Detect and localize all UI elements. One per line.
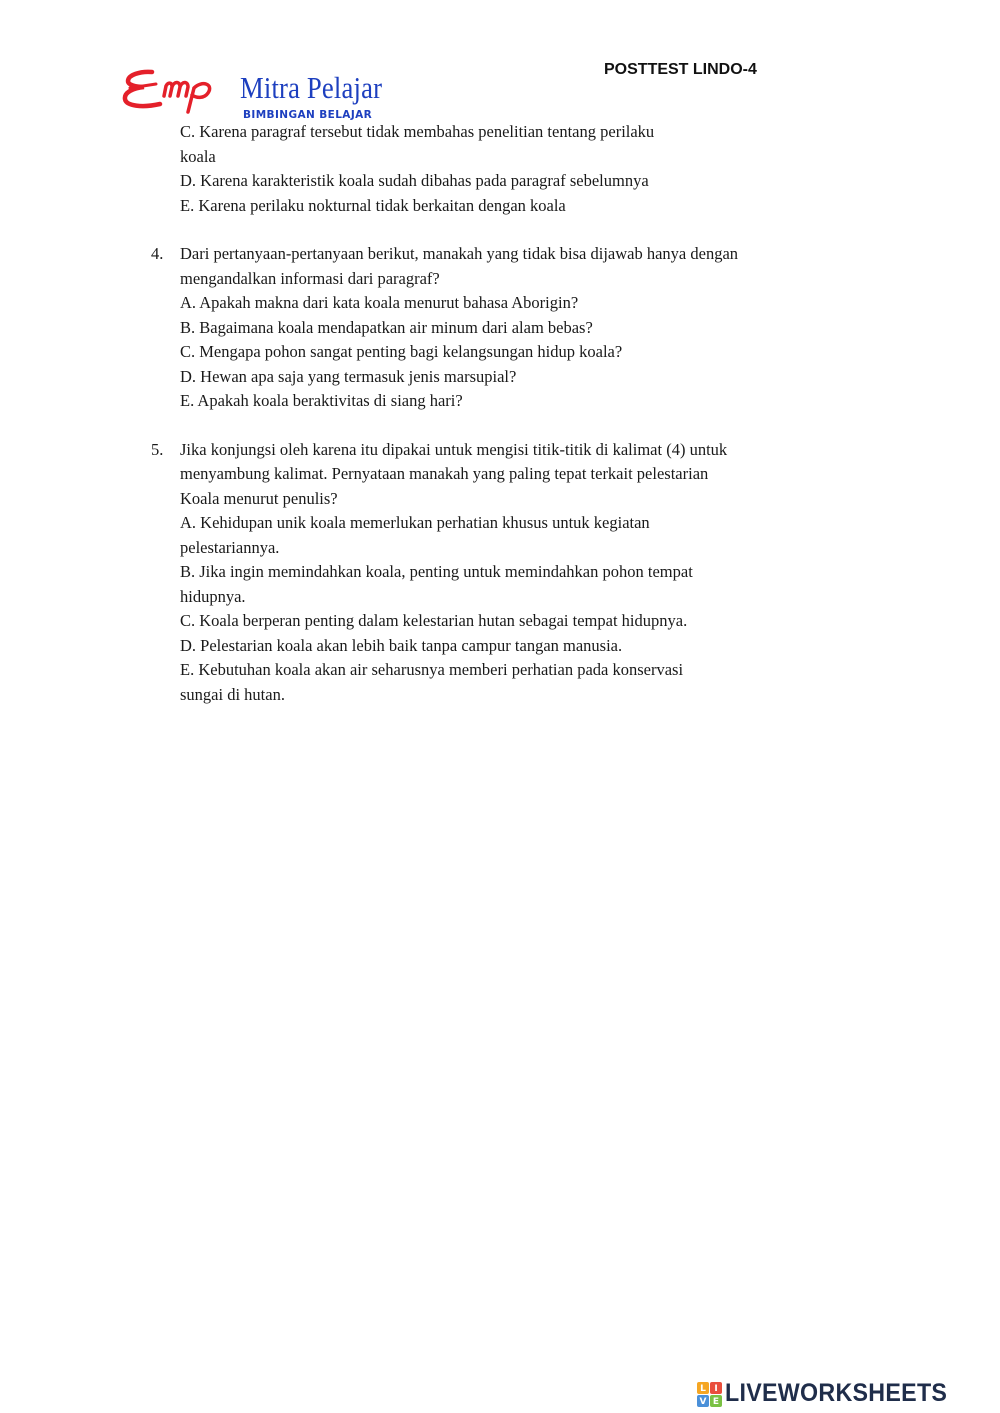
document-code: POSTTEST LINDO-4 xyxy=(604,61,757,78)
option-line: C. Mengapa pohon sangat penting bagi kelangsungan hidup koala? xyxy=(180,342,623,361)
option-line: A. Kehidupan unik koala memerlukan perhatian khusus untuk kegiatan xyxy=(180,513,650,532)
option-line: E. Karena perilaku nokturnal tidak berkaitan dengan koala xyxy=(180,195,566,215)
question-text-line: Jika konjungsi oleh karena itu dipakai untuk mengisi titik-titik di kalimat (4) untuk xyxy=(180,439,728,459)
option-line: E. Kebutuhan koala akan air seharusnya memberi perhatian pada konservasi xyxy=(180,660,684,679)
svg-text:E: E xyxy=(712,1397,720,1407)
svg-text:V: V xyxy=(699,1397,707,1407)
option-line: C. Koala berperan penting dalam kelestarian hutan sebagai tempat hidupnya. xyxy=(180,611,688,630)
svg-text:L: L xyxy=(700,1384,706,1394)
logo-tagline: BIMBINGAN BELAJAR xyxy=(243,109,373,121)
option-line: D. Pelestarian koala akan lebih baik tanpa campur tangan manusia. xyxy=(180,635,623,655)
question-text-line: Dari pertanyaan-pertanyaan berikut, manakah yang tidak bisa dijawab hanya dengan xyxy=(180,244,739,263)
question-text-line: mengandalkan informasi dari paragraf? xyxy=(180,268,440,288)
liveworksheets-watermark xyxy=(697,1379,997,1411)
logo-brand-name: Mitra Pelajar xyxy=(240,70,383,105)
option-line: D. Karena karakteristik koala sudah dibahas pada paragraf sebelumnya xyxy=(180,171,649,190)
option-line: A. Apakah makna dari kata koala menurut bahasa Aborigin? xyxy=(180,293,579,312)
option-line: B. Bagaimana koala mendapatkan air minum dari alam bebas? xyxy=(180,317,593,337)
question-number: 4. xyxy=(151,244,164,263)
liveworksheets-brand: LIVEWORKSHEETS xyxy=(725,1379,948,1407)
option-line: pelestariannya. xyxy=(180,537,280,557)
question-text-line: Koala menurut penulis? xyxy=(180,488,338,508)
option-line: koala xyxy=(180,146,216,166)
emp-logo-mark xyxy=(122,66,240,118)
svg-text:I: I xyxy=(714,1384,718,1394)
question-text-line: menyambung kalimat. Pernyataan manakah yang paling tepat terkait pelestarian xyxy=(180,464,709,483)
option-line: E. Apakah koala beraktivitas di siang hari? xyxy=(180,391,463,410)
option-line: sungai di hutan. xyxy=(180,684,285,704)
live-badge-icon xyxy=(697,1382,723,1408)
option-line: C. Karena paragraf tersebut tidak membahas penelitian tentang perilaku xyxy=(180,122,655,141)
option-line: D. Hewan apa saja yang termasuk jenis marsupial? xyxy=(180,366,517,386)
option-line: B. Jika ingin memindahkan koala, penting untuk memindahkan pohon tempat xyxy=(180,562,693,581)
question-number: 5. xyxy=(151,439,164,459)
option-line: hidupnya. xyxy=(180,586,246,606)
mitra-pelajar-logo xyxy=(122,66,422,124)
